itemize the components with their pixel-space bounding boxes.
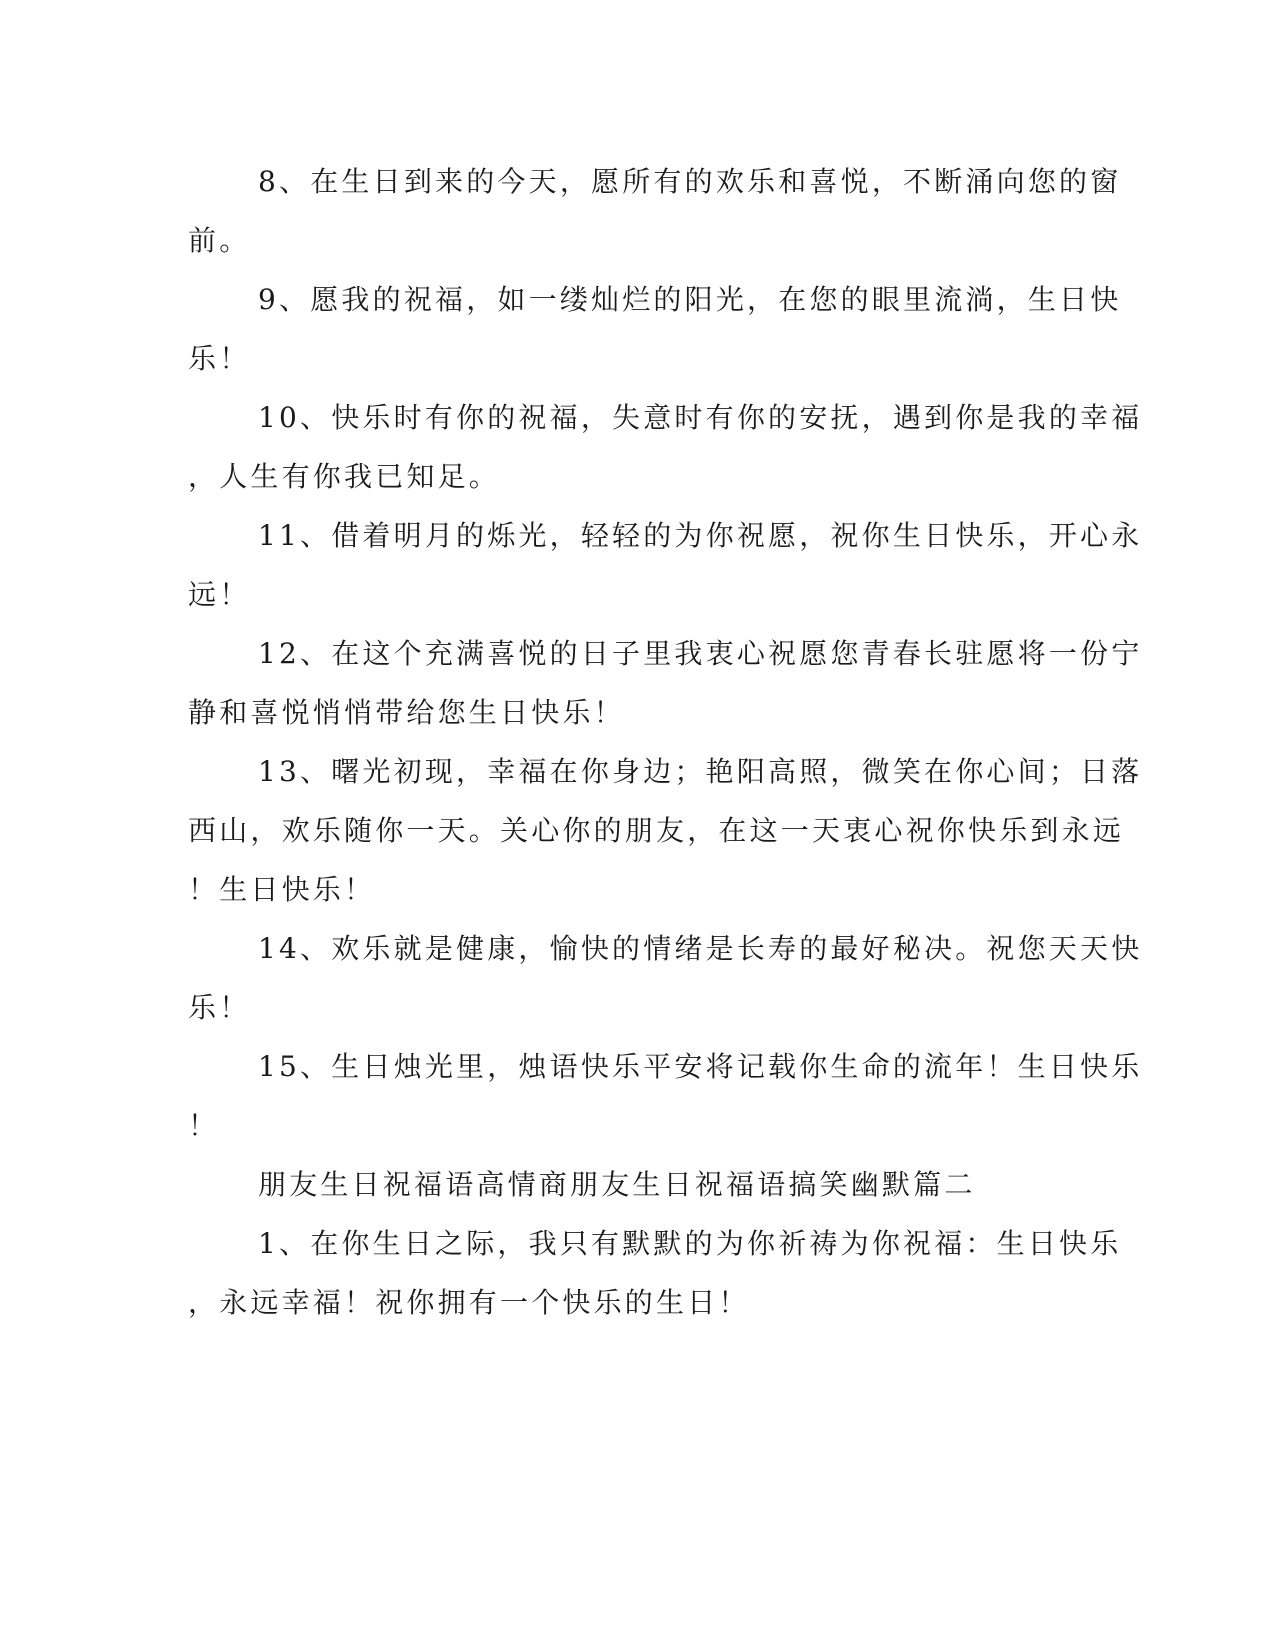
paragraph-10-line-2: ，人生有你我已知足。 bbox=[188, 460, 501, 493]
paragraph-14-line-1: 14、欢乐就是健康，愉快的情绪是长寿的最好秘决。祝您天天快 bbox=[258, 932, 1143, 965]
paragraph-11-line-2: 远！ bbox=[188, 578, 251, 611]
paragraph-9-line-2: 乐！ bbox=[188, 342, 251, 375]
paragraph-8-line-2: 前。 bbox=[188, 224, 251, 257]
paragraph-13-line-2: 西山，欢乐随你一天。关心你的朋友，在这一天衷心祝你快乐到永远 bbox=[188, 814, 1125, 847]
paragraph-1-line-1: 1、在你生日之际，我只有默默的为你祈祷为你祝福：生日快乐 bbox=[258, 1227, 1122, 1260]
paragraph-9-line-1: 9、愿我的祝福，如一缕灿烂的阳光，在您的眼里流淌，生日快 bbox=[258, 283, 1122, 316]
paragraph-10-line-1: 10、快乐时有你的祝福，失意时有你的安抚，遇到你是我的幸福 bbox=[258, 401, 1143, 434]
section-heading: 朋友生日祝福语高情商朋友生日祝福语搞笑幽默篇二 bbox=[258, 1168, 976, 1201]
paragraph-13-line-3: ！生日快乐！ bbox=[188, 873, 376, 906]
paragraph-12-line-1: 12、在这个充满喜悦的日子里我衷心祝愿您青春长驻愿将一份宁 bbox=[258, 637, 1143, 670]
paragraph-13-line-1: 13、曙光初现，幸福在你身边；艳阳高照，微笑在你心间；日落 bbox=[258, 755, 1143, 788]
paragraph-15-line-1: 15、生日烛光里，烛语快乐平安将记载你生命的流年！生日快乐 bbox=[258, 1050, 1143, 1083]
paragraph-1-line-2: ，永远幸福！祝你拥有一个快乐的生日！ bbox=[188, 1286, 750, 1319]
paragraph-11-line-1: 11、借着明月的烁光，轻轻的为你祝愿，祝你生日快乐，开心永 bbox=[258, 519, 1143, 552]
paragraph-14-line-2: 乐！ bbox=[188, 991, 251, 1024]
paragraph-12-line-2: 静和喜悦悄悄带给您生日快乐！ bbox=[188, 696, 625, 729]
paragraph-8-line-1: 8、在生日到来的今天，愿所有的欢乐和喜悦，不断涌向您的窗 bbox=[258, 165, 1122, 198]
paragraph-15-line-2: ！ bbox=[188, 1109, 220, 1142]
